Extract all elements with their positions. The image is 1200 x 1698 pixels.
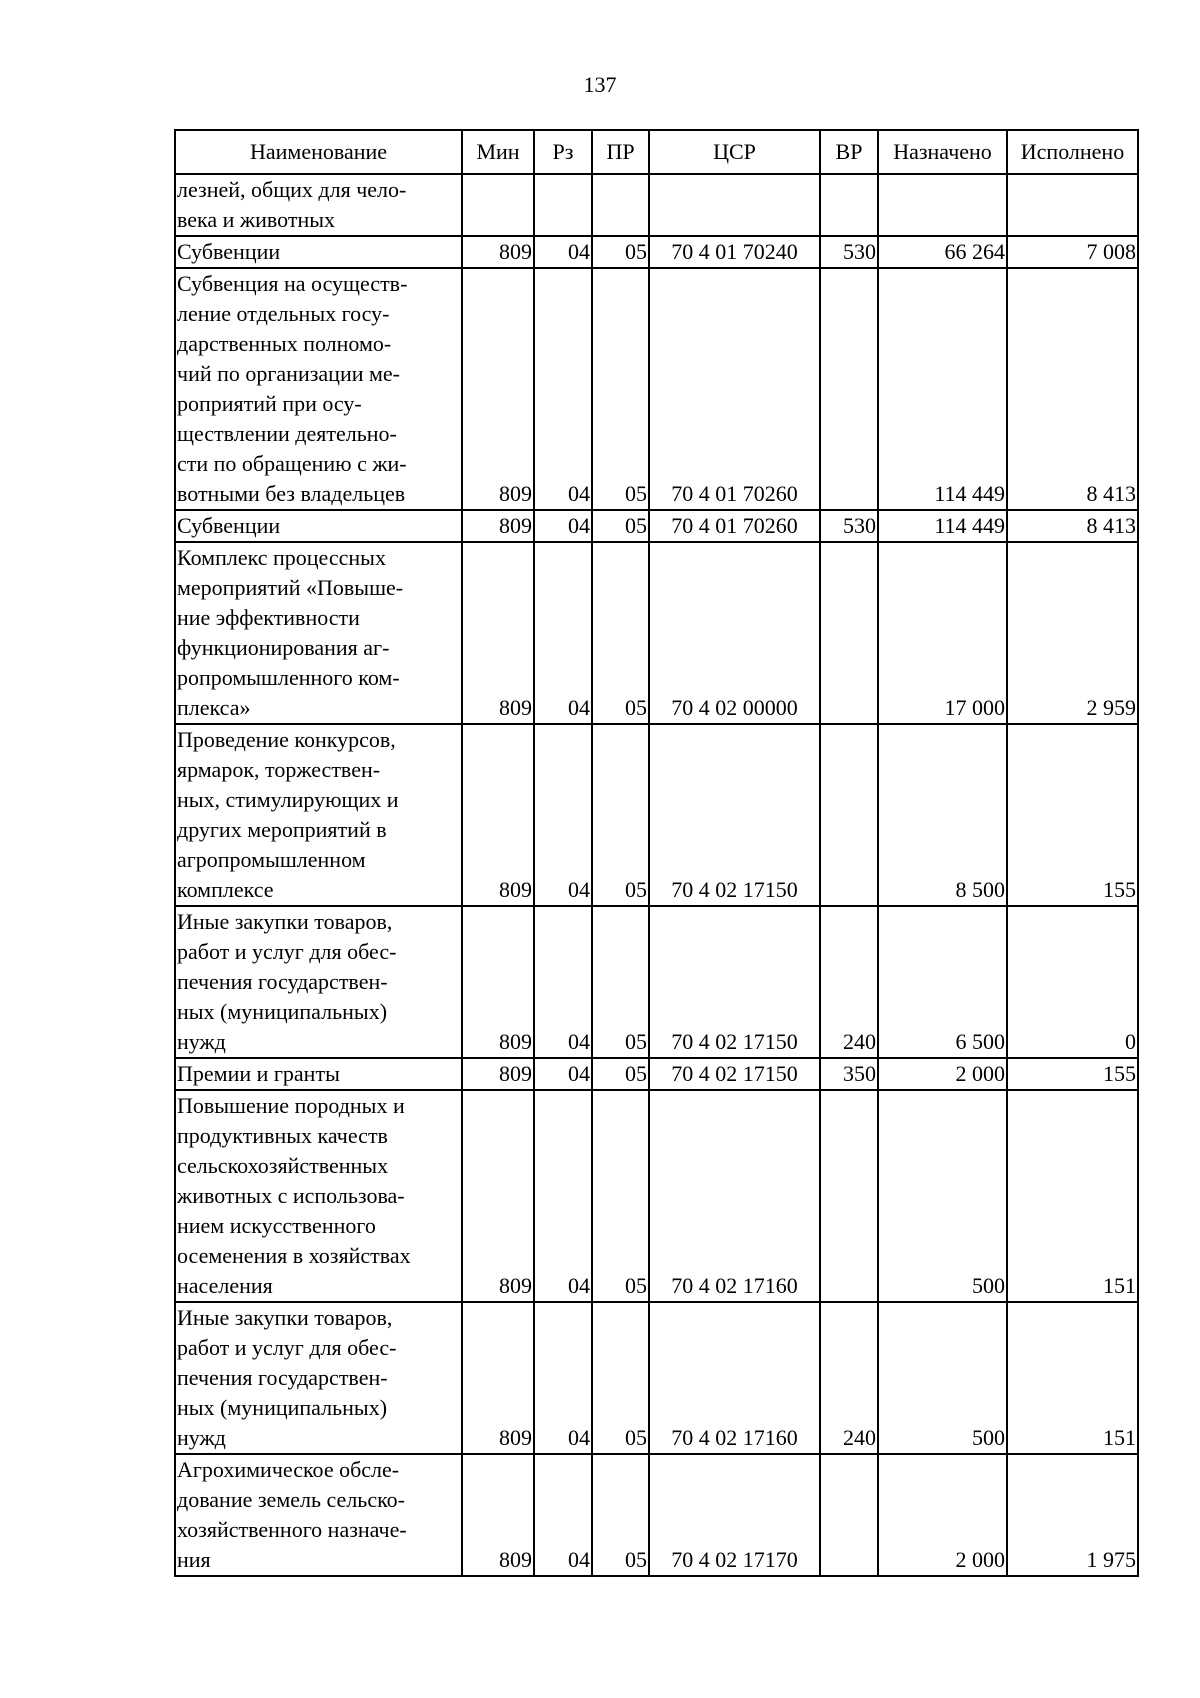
cell-min <box>462 174 534 236</box>
budget-table <box>174 129 1139 1577</box>
cell-name: Субвенции <box>175 236 462 268</box>
cell-csr: 70 4 01 70260 <box>649 510 820 542</box>
table-body <box>175 174 1138 1576</box>
cell-assigned <box>878 174 1007 236</box>
cell-assigned: 17 000 <box>878 542 1007 724</box>
cell-min: 809 <box>462 1090 534 1302</box>
page-number: 137 <box>583 72 617 97</box>
header-rz: Рз <box>534 130 592 174</box>
table-row <box>175 724 1138 906</box>
cell-executed: 7 008 <box>1007 236 1138 268</box>
table-row <box>175 510 1138 542</box>
cell-name: Комплекс процессных мероприятий «Повыше- ние эффективности функционирования аг- ропромышленного ком- плекса» <box>175 542 462 724</box>
cell-pr: 05 <box>592 1454 649 1576</box>
cell-min: 809 <box>462 724 534 906</box>
cell-name: Субвенции <box>175 510 462 542</box>
cell-name: Агрохимическое обсле- дование земель сельско- хозяйственного назначе- ния <box>175 1454 462 1576</box>
cell-executed: 155 <box>1007 724 1138 906</box>
cell-csr: 70 4 02 17150 <box>649 1058 820 1090</box>
cell-rz: 04 <box>534 268 592 510</box>
cell-vr <box>820 268 878 510</box>
cell-pr: 05 <box>592 1090 649 1302</box>
cell-assigned: 114 449 <box>878 510 1007 542</box>
cell-min: 809 <box>462 906 534 1058</box>
cell-executed: 0 <box>1007 906 1138 1058</box>
cell-min: 809 <box>462 268 534 510</box>
cell-rz: 04 <box>534 724 592 906</box>
cell-executed <box>1007 174 1138 236</box>
cell-rz: 04 <box>534 1454 592 1576</box>
cell-name: Проведение конкурсов, ярмарок, торжествен- ных, стимулирующих и других мероприятий в агропромышленном комплексе <box>175 724 462 906</box>
cell-vr <box>820 1454 878 1576</box>
cell-pr: 05 <box>592 268 649 510</box>
cell-executed: 151 <box>1007 1302 1138 1454</box>
cell-rz: 04 <box>534 1058 592 1090</box>
cell-pr: 05 <box>592 1302 649 1454</box>
cell-min: 809 <box>462 542 534 724</box>
cell-vr: 530 <box>820 510 878 542</box>
cell-name: Иные закупки товаров, работ и услуг для обес- печения государствен- ных (муниципальных) нужд <box>175 1302 462 1454</box>
cell-min: 809 <box>462 1302 534 1454</box>
header-row <box>175 130 1138 174</box>
table-row <box>175 1090 1138 1302</box>
cell-vr <box>820 174 878 236</box>
header-pr: ПР <box>592 130 649 174</box>
cell-csr: 70 4 02 17150 <box>649 724 820 906</box>
cell-executed: 151 <box>1007 1090 1138 1302</box>
cell-rz: 04 <box>534 236 592 268</box>
header-min: Мин <box>462 130 534 174</box>
table-row <box>175 542 1138 724</box>
cell-assigned: 500 <box>878 1090 1007 1302</box>
cell-assigned: 8 500 <box>878 724 1007 906</box>
cell-min: 809 <box>462 1454 534 1576</box>
table-row <box>175 174 1138 236</box>
header-executed: Исполнено <box>1007 130 1138 174</box>
cell-min: 809 <box>462 510 534 542</box>
cell-pr: 05 <box>592 906 649 1058</box>
cell-assigned: 66 264 <box>878 236 1007 268</box>
cell-min: 809 <box>462 1058 534 1090</box>
table-row <box>175 1454 1138 1576</box>
cell-pr: 05 <box>592 724 649 906</box>
cell-csr: 70 4 02 17160 <box>649 1090 820 1302</box>
cell-rz: 04 <box>534 1302 592 1454</box>
cell-pr <box>592 174 649 236</box>
cell-vr: 240 <box>820 1302 878 1454</box>
cell-assigned: 114 449 <box>878 268 1007 510</box>
table-row <box>175 268 1138 510</box>
cell-csr <box>649 174 820 236</box>
cell-assigned: 6 500 <box>878 906 1007 1058</box>
cell-csr: 70 4 01 70240 <box>649 236 820 268</box>
cell-vr: 350 <box>820 1058 878 1090</box>
cell-rz: 04 <box>534 542 592 724</box>
cell-executed: 8 413 <box>1007 268 1138 510</box>
cell-csr: 70 4 02 17150 <box>649 906 820 1058</box>
cell-rz: 04 <box>534 1090 592 1302</box>
cell-vr <box>820 1090 878 1302</box>
cell-vr <box>820 542 878 724</box>
cell-name: Субвенция на осуществ- ление отдельных госу- дарственных полномо- чий по организации ме- роприятий при осу- ществлении деятельно- сти по обращению с жи- вотными без владельцев <box>175 268 462 510</box>
cell-csr: 70 4 02 17160 <box>649 1302 820 1454</box>
header-csr: ЦСР <box>649 130 820 174</box>
cell-executed: 1 975 <box>1007 1454 1138 1576</box>
cell-name: Повышение породных и продуктивных качеств сельскохозяйственных животных с использова- нием искусственного осеменения в хозяйствах населения <box>175 1090 462 1302</box>
cell-csr: 70 4 02 17170 <box>649 1454 820 1576</box>
cell-csr: 70 4 02 00000 <box>649 542 820 724</box>
cell-vr: 530 <box>820 236 878 268</box>
cell-vr <box>820 724 878 906</box>
cell-rz: 04 <box>534 510 592 542</box>
cell-name: лезней, общих для чело- века и животных <box>175 174 462 236</box>
cell-executed: 155 <box>1007 1058 1138 1090</box>
table-row <box>175 1058 1138 1090</box>
header-vr: ВР <box>820 130 878 174</box>
cell-rz: 04 <box>534 906 592 1058</box>
cell-pr: 05 <box>592 542 649 724</box>
header-assigned: Назначено <box>878 130 1007 174</box>
header-name: Наименование <box>175 130 462 174</box>
cell-pr: 05 <box>592 510 649 542</box>
cell-pr: 05 <box>592 1058 649 1090</box>
cell-pr: 05 <box>592 236 649 268</box>
cell-executed: 2 959 <box>1007 542 1138 724</box>
table-row <box>175 906 1138 1058</box>
cell-name: Иные закупки товаров, работ и услуг для обес- печения государствен- ных (муниципальных) нужд <box>175 906 462 1058</box>
table-row <box>175 236 1138 268</box>
cell-csr: 70 4 01 70260 <box>649 268 820 510</box>
cell-assigned: 500 <box>878 1302 1007 1454</box>
cell-name: Премии и гранты <box>175 1058 462 1090</box>
cell-executed: 8 413 <box>1007 510 1138 542</box>
cell-rz <box>534 174 592 236</box>
table-row <box>175 1302 1138 1454</box>
cell-assigned: 2 000 <box>878 1058 1007 1090</box>
cell-assigned: 2 000 <box>878 1454 1007 1576</box>
cell-vr: 240 <box>820 906 878 1058</box>
cell-min: 809 <box>462 236 534 268</box>
